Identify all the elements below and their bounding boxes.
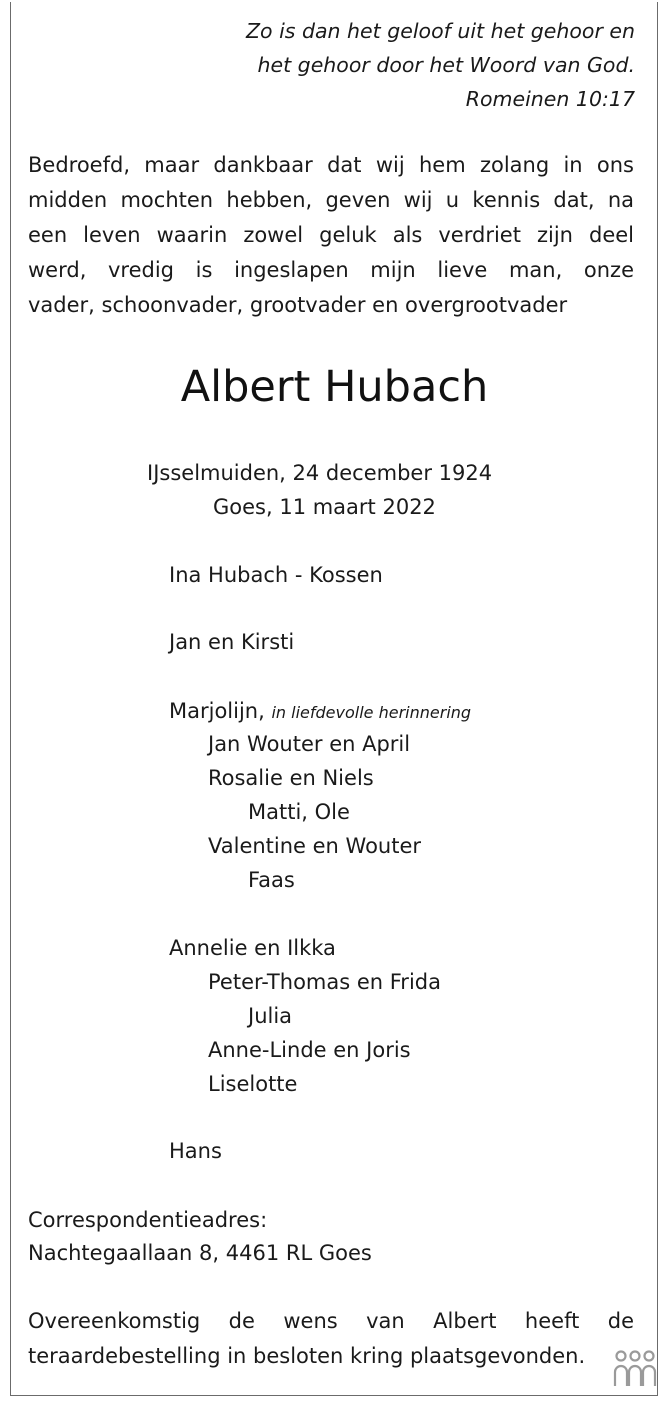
closing-line: Overeenkomstig de wens van Albert heeft de	[28, 1309, 634, 1333]
wife-name: Ina Hubach - Kossen	[169, 563, 383, 587]
great-grandchild-name: Matti, Ole	[248, 800, 350, 824]
correspondence-address: Nachtegaallaan 8, 4461 RL Goes	[28, 1241, 372, 1265]
child-name: Jan en Kirsti	[169, 630, 295, 654]
grandchild-name: Jan Wouter en April	[208, 732, 411, 756]
grandchild-name: Rosalie en Niels	[208, 766, 374, 790]
quote-line: het gehoor door het Woord van God.	[257, 53, 635, 77]
deceased-name: Albert Hubach	[180, 362, 489, 412]
intro-line: een leven waarin zowel geluk als verdriet zijn deel	[28, 223, 634, 247]
child-name: Hans	[169, 1139, 222, 1163]
grandchild-name: Anne-Linde en Joris	[208, 1038, 411, 1062]
bible-quote	[246, 14, 635, 116]
grandchild-name: Peter-Thomas en Frida	[208, 970, 441, 994]
intro-line: werd, vredig is ingeslapen mijn lieve man, onze	[28, 258, 634, 282]
memorial-note: in liefdevolle herinnering	[271, 703, 472, 722]
great-grandchild-name: Faas	[248, 868, 295, 892]
child-name-text: Marjolijn,	[169, 699, 265, 723]
birth-line: IJsselmuiden, 24 december 1924	[147, 461, 493, 485]
quote-reference: Romeinen 10:17	[465, 87, 635, 111]
child-name	[169, 694, 471, 730]
correspondence-label: Correspondentieadres:	[28, 1208, 268, 1232]
intro-line: Bedroefd, maar dankbaar dat wij hem zolang in ons	[28, 153, 634, 177]
child-name: Annelie en Ilkka	[169, 936, 336, 960]
death-line: Goes, 11 maart 2022	[213, 495, 436, 519]
great-grandchild-name: Julia	[248, 1004, 293, 1028]
grandchild-name: Liselotte	[208, 1072, 298, 1096]
intro-line: vader, schoonvader, grootvader en overgrootvader	[28, 293, 568, 317]
people-logo-icon	[612, 1348, 658, 1388]
closing-text	[28, 1304, 634, 1374]
closing-line: teraardebestelling in besloten kring plaatsgevonden.	[28, 1344, 586, 1368]
grandchild-name: Valentine en Wouter	[208, 834, 422, 858]
intro-text	[28, 148, 634, 323]
intro-line: midden mochten hebben, geven wij u kennis dat, na	[28, 188, 634, 212]
quote-line: Zo is dan het geloof uit het gehoor en	[245, 19, 635, 43]
